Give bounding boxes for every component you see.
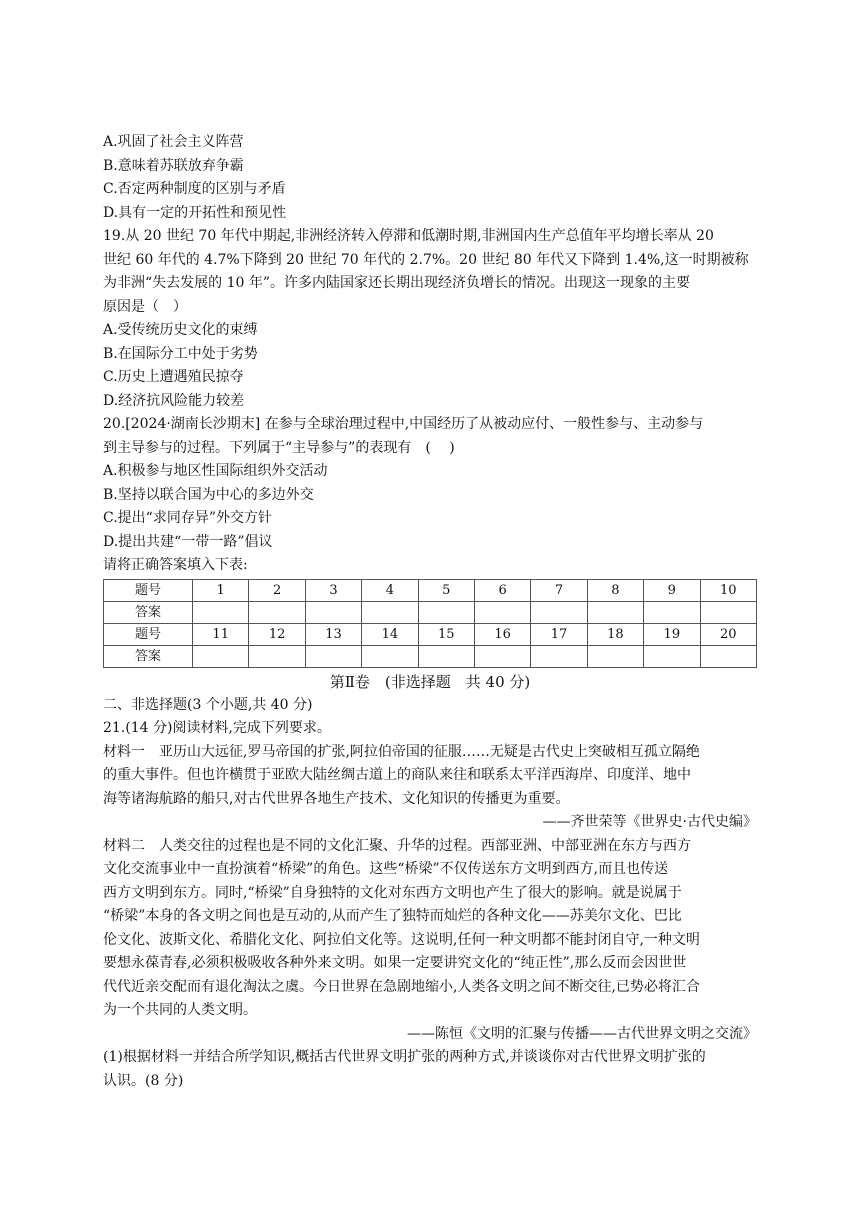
q20-stem-line: 20.[2024·湖南长沙期末] 在参与全球治理过程中,中国经历了从被动应付、一般性参与、主动参与 bbox=[103, 416, 704, 432]
answer-cell[interactable] bbox=[531, 645, 587, 667]
answer-cell[interactable] bbox=[587, 601, 643, 623]
answer-cell[interactable] bbox=[249, 601, 305, 623]
q19-stem-line: 世纪 60 年代的 4.7%下降到 20 世纪 70 年代的 2.7%。20 世纪 80 年代又下降到 1.4%,这一时期被称 bbox=[103, 251, 749, 268]
q21-sub1-line: 认识。(8 分) bbox=[103, 1072, 184, 1089]
question-19 bbox=[103, 225, 757, 413]
question-number-cell: 6 bbox=[474, 579, 530, 601]
question-number-cell: 12 bbox=[249, 623, 305, 645]
q18-option-d: D.具有一定的开拓性和预见性 bbox=[103, 204, 287, 221]
q18-option-b: B.意味着苏联放弃争霸 bbox=[103, 157, 244, 174]
q21-intro: 21.(14 分)阅读材料,完成下列要求。 bbox=[103, 720, 331, 736]
answer-cell[interactable] bbox=[644, 601, 700, 623]
q21-subquestion-1 bbox=[103, 1046, 757, 1093]
row-label-number: 题号 bbox=[104, 579, 193, 601]
answer-table bbox=[103, 579, 757, 668]
answer-cell[interactable] bbox=[531, 601, 587, 623]
material-2-source: ——陈恒《文明的汇聚与传播——古代世界文明之交流》 bbox=[407, 1025, 757, 1042]
row-label-number: 题号 bbox=[104, 623, 193, 645]
row-label-answer: 答案 bbox=[104, 601, 193, 623]
q20-stem-line: 到主导参与的过程。下列属于“主导参与”的表现有 ( ) bbox=[103, 439, 455, 456]
answer-cell[interactable] bbox=[249, 645, 305, 667]
question-number-cell: 20 bbox=[700, 623, 756, 645]
material-2-line: 文化交流事业中一直扮演着“桥梁”的角色。这些“桥梁”不仅传送东方文明到西方,而且也传送 bbox=[103, 861, 669, 877]
question-number-cell: 11 bbox=[193, 623, 249, 645]
q20-option-c: C.提出“求同存异”外交方针 bbox=[103, 510, 272, 526]
question-number-cell: 1 bbox=[193, 579, 249, 601]
q19-option-d: D.经济抗风险能力较差 bbox=[103, 392, 245, 409]
answer-cell[interactable] bbox=[305, 601, 361, 623]
material-2-line: “桥梁”本身的各文明之间也是互动的,从而产生了独特而灿烂的各种文化——苏美尔文化、巴比 bbox=[103, 908, 682, 924]
q19-option-a: A.受传统历史文化的束缚 bbox=[103, 322, 258, 338]
answer-cell[interactable] bbox=[193, 601, 249, 623]
material-1-line: 材料一 亚历山大远征,罗马帝国的扩张,阿拉伯帝国的征服……无疑是古代史上突破相互孤立隔绝 bbox=[103, 743, 700, 760]
answer-cell[interactable] bbox=[700, 645, 756, 667]
q19-stem-line: 原因是（ ） bbox=[103, 298, 187, 315]
answer-cell[interactable] bbox=[587, 645, 643, 667]
answer-cell[interactable] bbox=[474, 645, 530, 667]
material-2-line: 伦文化、波斯文化、希腊化文化、阿拉伯文化等。这说明,任何一种文明都不能封闭自守,一种文明 bbox=[103, 931, 700, 948]
answer-cell[interactable] bbox=[644, 645, 700, 667]
question-21 bbox=[103, 717, 757, 1093]
material-2-line: 西方文明到东方。同时,“桥梁”自身独特的文化对东西方文明也产生了很大的影响。就是说属于 bbox=[103, 884, 682, 901]
table-row-answers-1 bbox=[104, 601, 757, 623]
material-2-line: 为一个共同的人类文明。 bbox=[103, 1002, 257, 1018]
question-number-cell: 18 bbox=[587, 623, 643, 645]
material-1 bbox=[103, 741, 757, 835]
material-1-source: ——齐世荣等《世界史·古代史编》 bbox=[542, 814, 757, 830]
question-number-cell: 3 bbox=[305, 579, 361, 601]
question-number-cell: 4 bbox=[362, 579, 418, 601]
exam-page bbox=[103, 131, 757, 1093]
answer-cell[interactable] bbox=[362, 601, 418, 623]
q18-option-a: A.巩固了社会主义阵营 bbox=[103, 134, 244, 150]
q19-option-c: C.历史上遭遇殖民掠夺 bbox=[103, 369, 244, 385]
q20-option-a: A.积极参与地区性国际组织外交活动 bbox=[103, 463, 328, 479]
question-number-cell: 17 bbox=[531, 623, 587, 645]
q19-stem-line: 为非洲“失去发展的 10 年”。许多内陆国家还长期出现经济负增长的情况。出现这一现象的主要 bbox=[103, 275, 691, 291]
question-number-cell: 19 bbox=[644, 623, 700, 645]
question-number-cell: 16 bbox=[474, 623, 530, 645]
answer-cell[interactable] bbox=[193, 645, 249, 667]
answer-cell[interactable] bbox=[700, 601, 756, 623]
question-number-cell: 10 bbox=[700, 579, 756, 601]
question-number-cell: 9 bbox=[644, 579, 700, 601]
q21-sub1-line: (1)根据材料一并结合所学知识,概括古代世界文明扩张的两种方式,并谈谈你对古代世界文明扩张的 bbox=[103, 1049, 706, 1065]
question-number-cell: 2 bbox=[249, 579, 305, 601]
answer-cell[interactable] bbox=[305, 645, 361, 667]
material-2-line: 材料二 人类交往的过程也是不同的文化汇聚、升华的过程。西部亚洲、中部亚洲在东方与西方 bbox=[103, 837, 691, 854]
question-number-cell: 5 bbox=[418, 579, 474, 601]
answer-cell[interactable] bbox=[418, 645, 474, 667]
material-2 bbox=[103, 835, 757, 1047]
section-2-title: 第Ⅱ卷 (非选择题 共 40 分) bbox=[329, 672, 531, 691]
material-2-line: 要想永葆青春,必须积极吸收各种外来文明。如果一定要讲究文化的“纯正性”,那么反而会因世世 bbox=[103, 955, 687, 971]
material-1-line: 海等诸海航路的船只,对古代世界各地生产技术、文化知识的传播更为重要。 bbox=[103, 790, 570, 807]
answer-cell[interactable] bbox=[362, 645, 418, 667]
section-2-heading: 二、非选择题(3 个小题,共 40 分) bbox=[103, 696, 313, 713]
material-1-line: 的重大事件。但也许横贯于亚欧大陆丝绸古道上的商队来往和联系太平洋西海岸、印度洋、地中 bbox=[103, 767, 691, 783]
q18-options bbox=[103, 131, 757, 225]
q20-option-d: D.提出共建“一带一路”倡议 bbox=[103, 533, 273, 550]
question-number-cell: 8 bbox=[587, 579, 643, 601]
question-number-cell: 13 bbox=[305, 623, 361, 645]
question-number-cell: 14 bbox=[362, 623, 418, 645]
question-number-cell: 15 bbox=[418, 623, 474, 645]
question-number-cell: 7 bbox=[531, 579, 587, 601]
table-row-answers-2 bbox=[104, 645, 757, 667]
q20-option-b: B.坚持以联合国为中心的多边外交 bbox=[103, 486, 314, 503]
table-instruction: 请将正确答案填入下表: bbox=[103, 557, 248, 573]
material-2-line: 代代近亲交配而有退化淘汰之虞。今日世界在急剧地缩小,人类各文明之间不断交往,已势必将汇合 bbox=[103, 978, 700, 995]
q19-stem-line: 19.从 20 世纪 70 年代中期起,非洲经济转入停滞和低潮时期,非洲国内生产总值年平均增长率从 20 bbox=[103, 228, 714, 244]
table-row-numbers-2 bbox=[104, 623, 757, 645]
q18-option-c: C.否定两种制度的区别与矛盾 bbox=[103, 181, 286, 197]
answer-cell[interactable] bbox=[418, 601, 474, 623]
answer-cell[interactable] bbox=[474, 601, 530, 623]
table-row-numbers-1 bbox=[104, 579, 757, 601]
row-label-answer: 答案 bbox=[104, 645, 193, 667]
q19-option-b: B.在国际分工中处于劣势 bbox=[103, 345, 258, 362]
question-20 bbox=[103, 413, 757, 554]
